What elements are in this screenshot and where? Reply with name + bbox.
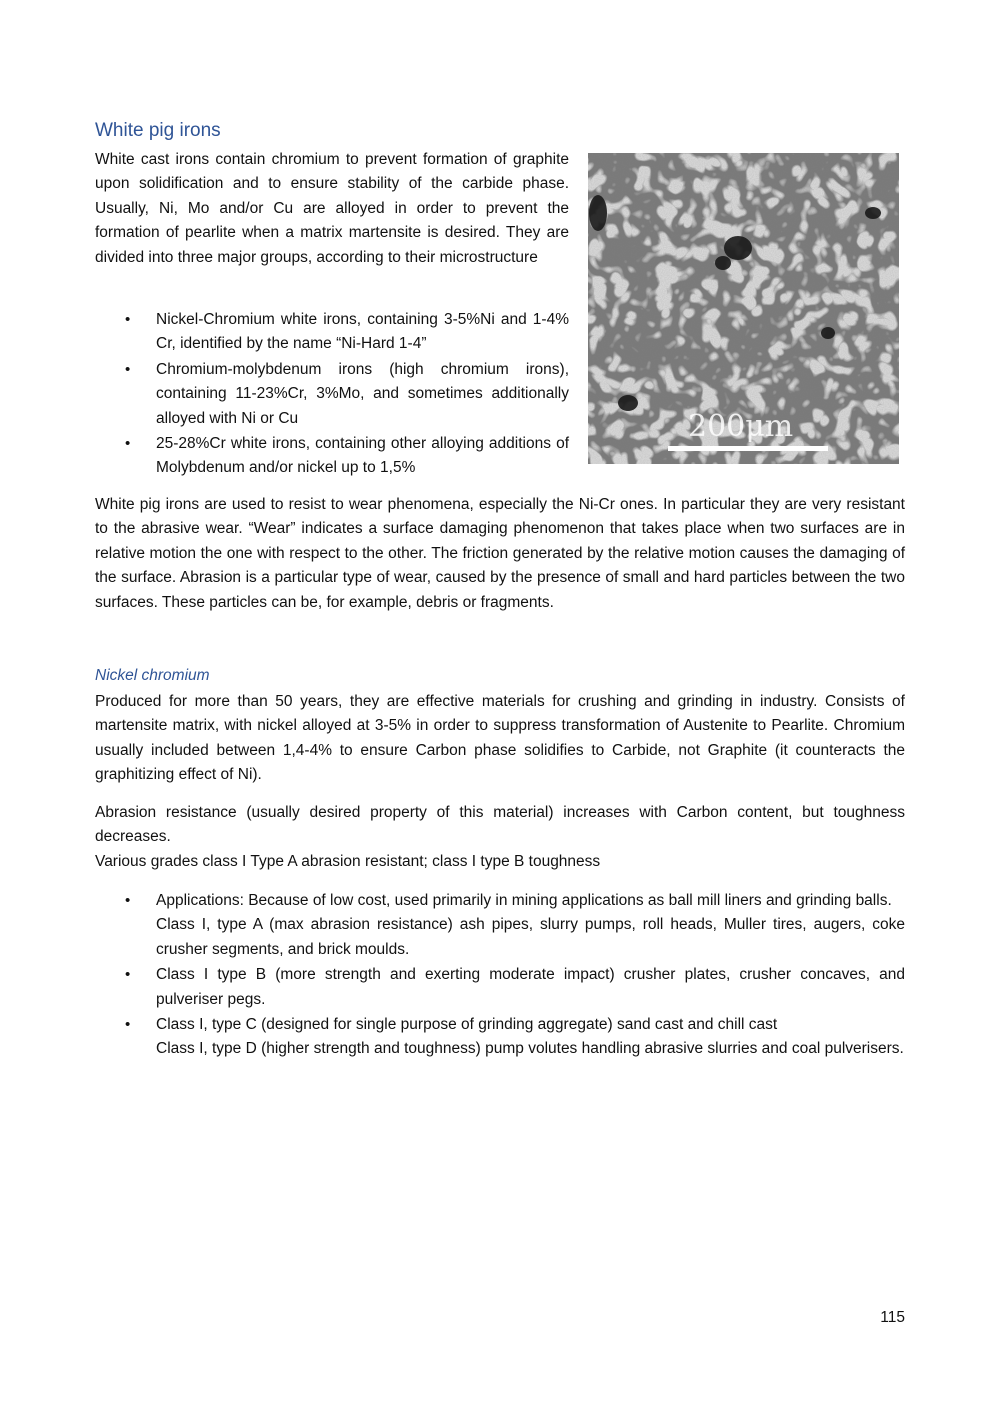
list-item	[125, 963, 905, 1012]
abrasion-paragraph	[95, 801, 905, 874]
list-item: • Nickel-Chromium white irons, containing 3-5%Ni and 1-4% Cr, identified by the name “Ni-Hard 1-4”	[125, 308, 569, 357]
grades-text: Various grades class I Type A abrasion resistant; class I type B toughness	[95, 852, 601, 870]
section-title: White pig irons	[95, 120, 221, 141]
list-item: • Chromium-molybdenum irons (high chromium irons), containing 11-23%Cr, 3%Mo, and sometimes additionally alloyed with Ni or Cu	[125, 358, 569, 431]
micrograph-svg	[588, 153, 899, 464]
microstructure-image	[588, 153, 899, 464]
scale-bar	[668, 446, 828, 451]
intro-paragraph: White cast irons contain chromium to prevent formation of graphite upon solidification and to ensure stability of the carbide phase. Usually, Ni, Mo and/or Cu are alloyed in order to prevent the formation of pearlite when a matrix martensite is desired. They are divided into three major groups, according to their microstructure	[95, 151, 569, 266]
list-item-text: Class I, type D (higher strength and toughness) pump volutes handling abrasive slurries and coal pulverisers.	[156, 1040, 904, 1058]
nickel-paragraph: Produced for more than 50 years, they are effective materials for crushing and grinding in industry. Consists of martensite matrix, with nickel alloyed at 3-5% in order to suppress transformation of Austenite to Pearlite. Chromium usually included between 1,4-4% to ensure Carbon phase solidifies to Carbide, not Graphite (it counteracts the graphitizing effect of Ni).	[95, 693, 905, 784]
scale-label: 200μm	[688, 409, 794, 444]
page-number: 115	[880, 1309, 905, 1326]
list-item-text: • Applications: Because of low cost, used primarily in mining applications as ball mill liners and grinding balls.	[156, 892, 892, 909]
list-item-text: Class I, type A (max abrasion resistance) ash pipes, slurry pumps, roll heads, Muller tires, augers, coke crusher segments, and brick moulds.	[156, 916, 905, 958]
subsection-title: Nickel chromium	[95, 667, 210, 684]
applications-list	[125, 889, 905, 1063]
list-item	[125, 1013, 905, 1062]
list-item-text: • Class I, type C (designed for single purpose of grinding aggregate) sand cast and chill cast	[156, 1016, 778, 1034]
wear-paragraph: White pig irons are used to resist to wear phenomena, especially the Ni-Cr ones. In particular they are very resistant to the abrasive wear. “Wear” indicates a surface damaging phenomenon that takes place when two surfaces are in relative motion the one with respect to the other. The friction generated by the relative motion causes the damaging of the surface. Abrasion is a particular type of wear, caused by the presence of small and hard particles between the two surfaces. These particles can be, for example, debris or fragments.	[95, 496, 905, 611]
list-item: • 25-28%Cr white irons, containing other alloying additions of Molybdenum and/or nickel up to 1,5%	[125, 432, 569, 481]
list-item	[125, 889, 905, 962]
groups-list	[125, 308, 569, 482]
abrasion-text: Abrasion resistance (usually desired property of this material) increases with Carbon content, but toughness decreases.	[95, 804, 905, 846]
list-item-text: • Class I type B (more strength and exerting moderate impact) crusher plates, crusher concaves, and pulveriser pegs.	[156, 966, 905, 1008]
